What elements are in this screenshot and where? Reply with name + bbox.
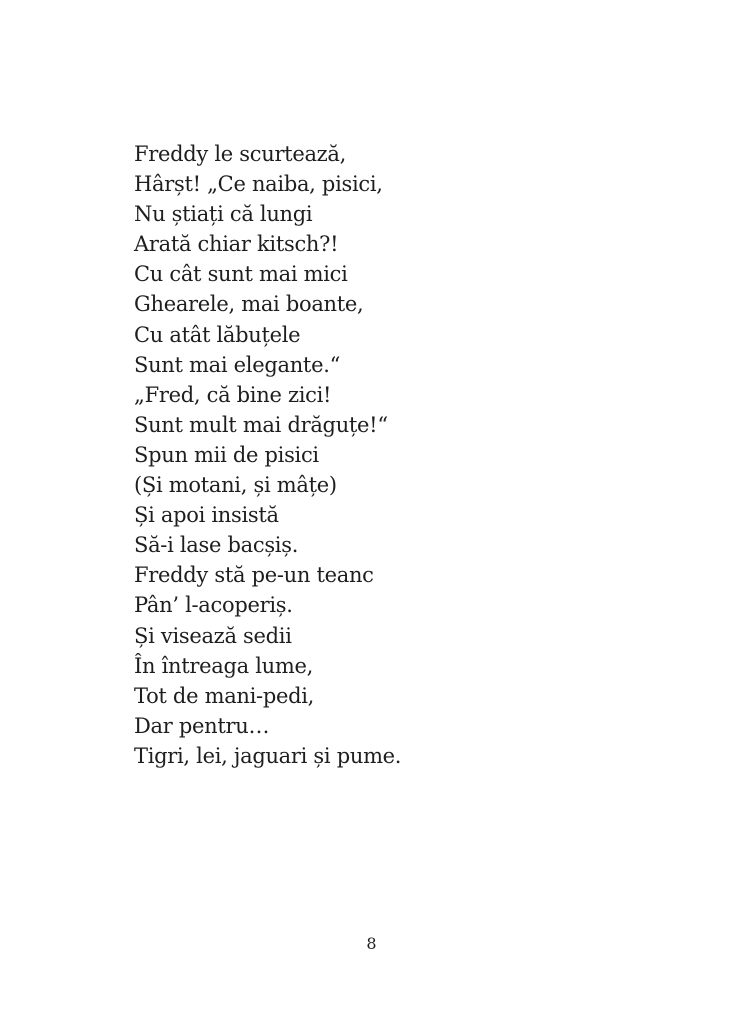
poem-line: Spun mii de pisici	[134, 442, 319, 467]
poem-line: Și visează sedii	[134, 623, 292, 648]
poem-line: Tot de mani-pedi,	[134, 683, 315, 708]
poem-line: Și apoi insistă	[134, 503, 279, 528]
poem-line: Cu cât sunt mai mici	[134, 262, 348, 287]
poem-line: Pân’ l-acoperiș.	[134, 593, 293, 618]
poem-line: Ghearele, mai boante,	[134, 292, 364, 317]
page-number: 8	[366, 934, 377, 953]
poem-line: (Și motani, și mâțe)	[134, 473, 337, 498]
poem-line: Cu atât lăbuțele	[134, 322, 301, 347]
poem-line: În întreaga lume,	[134, 653, 313, 678]
poem-text	[134, 139, 401, 771]
poem-line: Sunt mai elegante.“	[134, 352, 341, 377]
poem-line: Sunt mult mai drăguțe!“	[134, 412, 388, 437]
poem-line: Freddy le scurtează,	[134, 142, 347, 166]
poem-line: Tigri, lei, jaguari și pume.	[134, 743, 402, 768]
poem-line: Să-i lase bacșiș.	[134, 533, 299, 558]
poem-line: Dar pentru…	[134, 713, 270, 738]
poem-line: „Fred, că bine zici!	[134, 382, 332, 407]
poem-line: Freddy stă pe-un teanc	[134, 563, 374, 588]
poem-line: Nu știați că lungi	[134, 202, 313, 227]
poem-line: Hârșt! „Ce naiba, pisici,	[134, 172, 383, 197]
poem-line: Arată chiar kitsch?!	[134, 232, 339, 257]
